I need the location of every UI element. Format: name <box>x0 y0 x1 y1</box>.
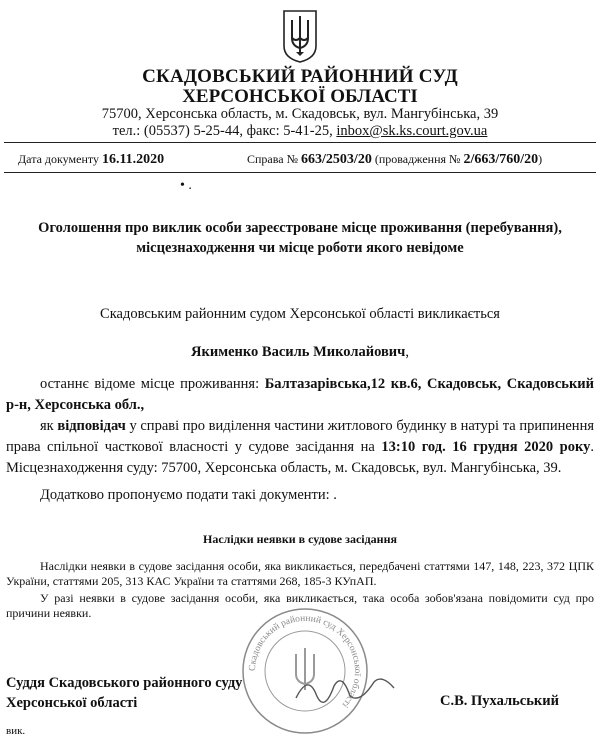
coat-of-arms-icon <box>281 8 319 64</box>
notice-title-line1: Оголошення про виклик особи зареєстроване місце проживання (перебування), <box>38 220 562 236</box>
email-link[interactable]: inbox@sk.ks.court.gov.ua <box>336 123 488 139</box>
document-date <box>18 152 164 168</box>
court-address: 75700, Херсонська область, м. Скадовськ, вул. Мангубінська, 39 <box>101 106 499 122</box>
case-number-value: 663/2503/20 <box>301 152 372 167</box>
court-name-line2: ХЕРСОНСЬКОЇ ОБЛАСТІ <box>182 86 418 107</box>
consequences-para1 <box>6 559 594 589</box>
meta-divider <box>4 172 596 173</box>
header-divider <box>4 142 596 143</box>
residence-paragraph <box>6 374 594 416</box>
proceeding-label: (провадження № <box>374 152 461 166</box>
judge-title-line1: Суддя Скадовського районного суду <box>6 675 243 691</box>
consequences-title: Наслідки неявки в судове засідання <box>202 532 397 546</box>
residence-address-b: Скадовський р-н, Херсонська обл., <box>6 376 595 413</box>
court-name-line1: СКАДОВСЬКИЙ РАЙОННИЙ СУД <box>142 66 458 87</box>
consequences-text1: Наслідки неявки в судове засідання особи, яка викликається, передбачені статтями 147, 148, 223, 372 ЦПК України, статтями 205, 313 КАС України та статтями 268, 185-3 КУпАП. <box>6 559 594 588</box>
role-paragraph: як відповідач у справі про виділення частини житлового будинку в натурі та припинення права спільної часткової власності у судове засідання на 13:10 год. 16 грудня 2020 року. Місцезнаходження суду: 75700, Херсонська область, м. Скадовськ, вул. Мангубінська, 39. <box>6 418 594 476</box>
proceeding-close: ) <box>538 152 543 166</box>
proceeding-number-value: 2/663/760/20 <box>463 152 539 167</box>
court-location: Місцезнаходження суду: 75700, Херсонська область, м. Скадовськ, вул. Мангубінська, 39. <box>6 460 562 476</box>
document-date-label: Дата документу <box>18 152 99 166</box>
role-description: у справі про виділення частини житлового будинку в натурі та припинення права спільної часткової власності у судове засідання на <box>6 418 594 455</box>
residence-label: останнє відоме місце проживання: <box>40 376 260 392</box>
case-number <box>247 152 542 168</box>
hearing-datetime: 13:10 год. 16 грудня 2020 року <box>381 439 591 455</box>
role-value: відповідач <box>57 418 126 434</box>
executor-mark: вик. <box>6 725 26 737</box>
court-contacts <box>0 123 600 140</box>
stray-marks: • . <box>180 178 192 193</box>
judge-title <box>6 673 242 713</box>
document-date-value: 16.11.2020 <box>101 152 165 167</box>
role-as: як <box>40 418 54 434</box>
consequences-text2: У разі неявки в судове засідання особи, яка викликається, така особа зобов'язана повідомити суд про причини неявки. <box>6 591 594 620</box>
judge-title-line2: Херсонської області <box>6 695 138 711</box>
phone-fax: тел.: (05537) 5-25-44, факс: 5-41-25, <box>112 123 337 139</box>
judge-name: С.В. Пухальський <box>440 693 559 709</box>
judge-signature-icon <box>290 668 400 708</box>
residence-address-a: Балтазарівська,12 кв.6, Скадовськ, <box>264 376 502 392</box>
additional-docs-text: Додатково пропонуємо подати такі документи: . <box>40 487 337 503</box>
case-label: Справа № <box>247 152 299 166</box>
seal-text: Скадовський районний суд Херсонської області <box>247 613 363 710</box>
summon-line: Скадовським районним судом Херсонської області викликається <box>100 306 500 322</box>
additional-docs <box>6 485 594 506</box>
notice-title-line2: місцезнаходження чи місце роботи якого невідоме <box>136 240 464 256</box>
notice-title <box>20 218 580 258</box>
person-name: Якименко Василь Миколайович <box>191 344 406 360</box>
summoned-person: Якименко Василь Миколайович, <box>191 344 409 360</box>
